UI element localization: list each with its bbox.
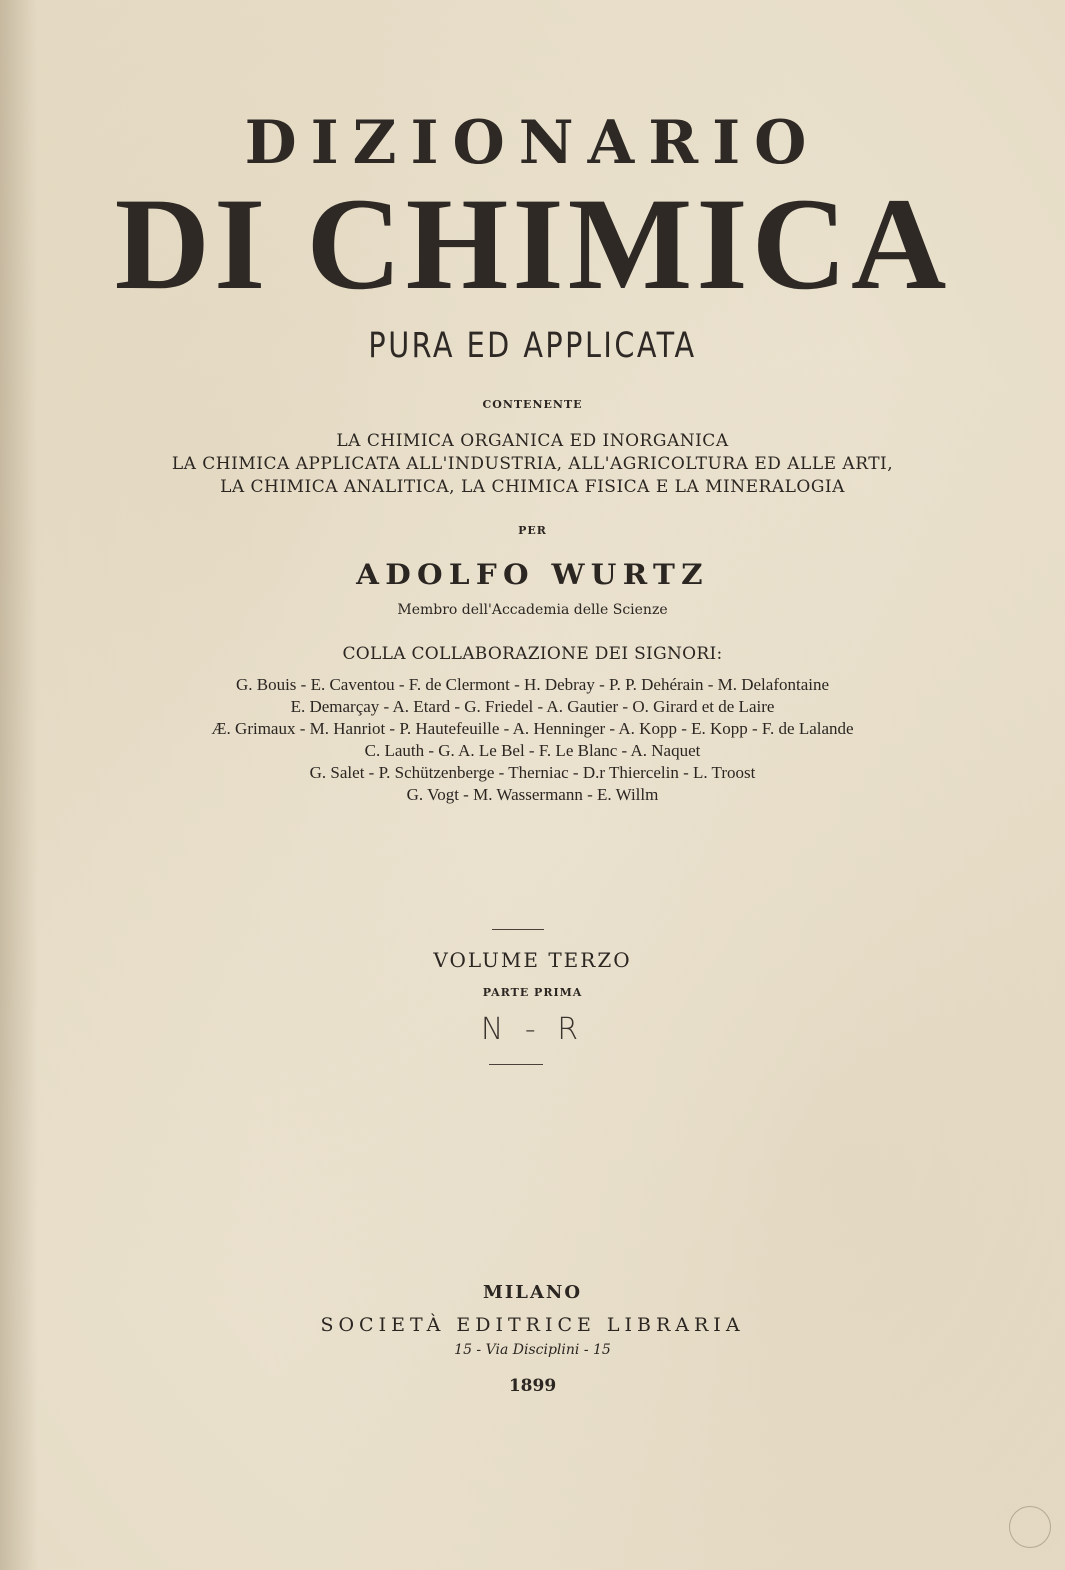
- publisher-address: 15 - Via Disciplini - 15: [454, 1342, 611, 1358]
- letter-range: N - R: [480, 1012, 585, 1047]
- publication-year: 1899: [508, 1376, 557, 1396]
- contents-list: [0, 430, 1065, 499]
- collaborators-list: [0, 674, 1065, 806]
- divider-top: [492, 929, 544, 930]
- contents-line: LA CHIMICA APPLICATA ALL'INDUSTRIA, ALL'AGRICOLTURA ED ALLE ARTI,: [171, 454, 894, 474]
- contenente-label: CONTENENTE: [482, 398, 583, 411]
- collaborators-line: G. Salet - P. Schützenberge - Therniac - D.r Thiercelin - L. Troost: [309, 763, 756, 782]
- divider-bottom: [489, 1064, 543, 1065]
- subtitle: PURA ED APPLICATA: [368, 326, 697, 366]
- collaborators-line: G. Vogt - M. Wassermann - E. Willm: [406, 785, 659, 804]
- author-role: Membro dell'Accademia delle Scienze: [397, 602, 668, 618]
- library-stamp-icon: [1009, 1506, 1051, 1548]
- volume-label: VOLUME TERZO: [433, 948, 632, 972]
- parte-label: PARTE PRIMA: [482, 986, 583, 999]
- collaborators-line: C. Lauth - G. A. Le Bel - F. Le Blanc - A. Naquet: [364, 741, 701, 760]
- contents-line: LA CHIMICA ANALITICA, LA CHIMICA FISICA E LA MINERALOGIA: [220, 477, 845, 497]
- collaboration-heading: COLLA COLLABORAZIONE DEI SIGNORI:: [342, 644, 723, 664]
- collaborators-line: Æ. Grimaux - M. Hanriot - P. Hautefeuille - A. Henninger - A. Kopp - E. Kopp - F. de Lalande: [211, 719, 854, 738]
- city: MILANO: [482, 1282, 583, 1303]
- publisher: SOCIETÀ EDITRICE LIBRARIA: [320, 1314, 745, 1336]
- contents-line: LA CHIMICA ORGANICA ED INORGANICA: [336, 431, 729, 451]
- per-label: PER: [518, 524, 547, 537]
- collaborators-line: E. Demarçay - A. Etard - G. Friedel - A. Gautier - O. Girard et de Laire: [290, 697, 775, 716]
- title-di-chimica: DI CHIMICA: [114, 170, 951, 317]
- author-name: ADOLFO WURTZ: [356, 558, 709, 591]
- collaborators-line: G. Bouis - E. Caventou - F. de Clermont - H. Debray - P. P. Dehérain - M. Delafontaine: [235, 675, 830, 694]
- title-dizionario: DIZIONARIO: [244, 108, 821, 178]
